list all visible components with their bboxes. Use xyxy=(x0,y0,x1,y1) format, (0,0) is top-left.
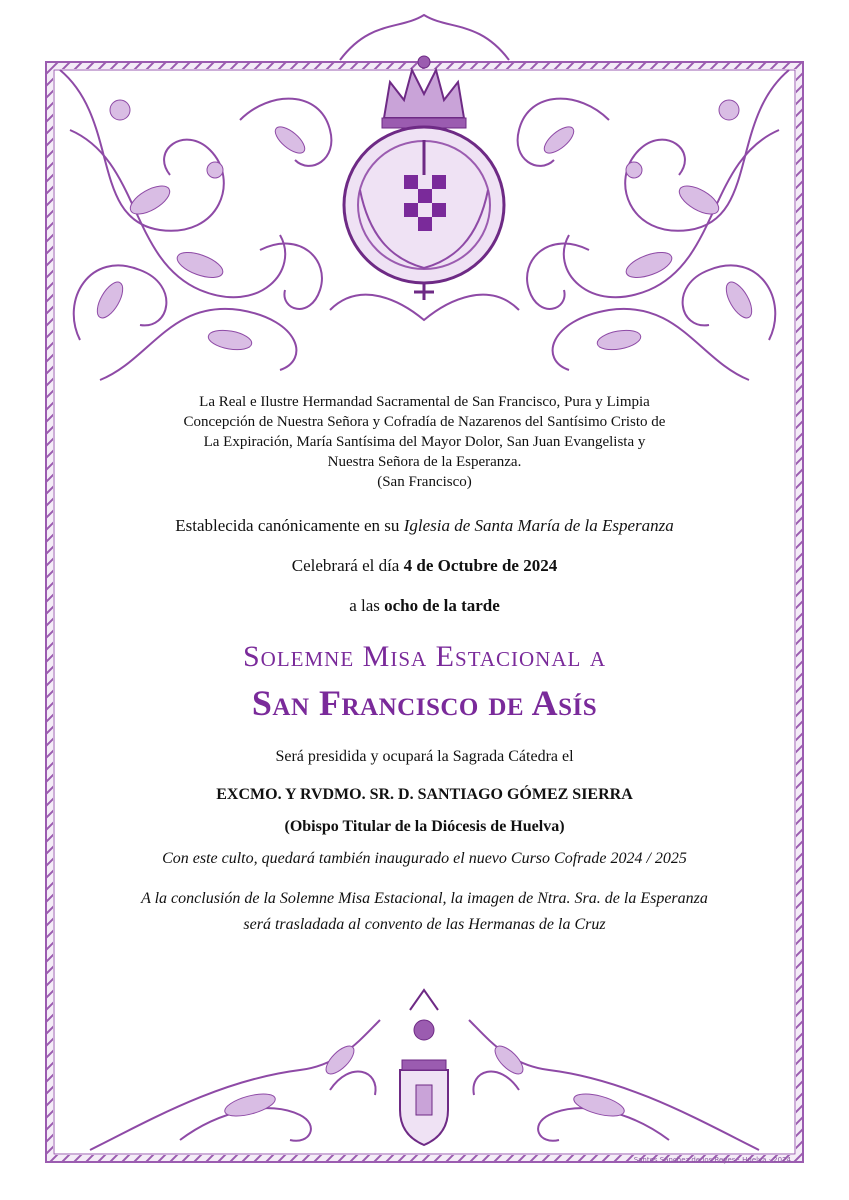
main-text xyxy=(60,392,789,954)
event-title: Solemne Misa Estacional a xyxy=(243,640,606,673)
artist-signature: Santos Sánchez de los Reyes · Huelva · 2024 xyxy=(633,1156,791,1164)
intro-line: Nuestra Señora de la Esperanza. xyxy=(327,454,522,470)
established-prefix: Establecida canónicamente en su xyxy=(175,516,404,535)
intro-line: (San Francisco) xyxy=(377,474,472,490)
course-line: Con este culto, quedará también inaugurado el nuevo Curso Cofrade 2024 / 2025 xyxy=(162,850,687,867)
intro-line: La Real e Ilustre Hermandad Sacramental de San Francisco, Pura y Limpia xyxy=(199,394,650,410)
church-name: Iglesia de Santa María de la Esperanza xyxy=(403,516,674,535)
date-prefix: Celebrará el día xyxy=(291,556,404,575)
intro-line: Concepción de Nuestra Señora y Cofradía de Nazarenos del Santísimo Cristo de xyxy=(183,414,666,430)
closing-line: A la conclusión de la Solemne Misa Estacional, la imagen de Ntra. Sra. de la Esperanza xyxy=(141,890,708,907)
time-prefix: a las xyxy=(349,596,385,615)
coat-of-arms-icon xyxy=(344,56,504,300)
event-subtitle: San Francisco de Asís xyxy=(251,683,598,723)
date-line xyxy=(60,556,789,576)
event-date: 4 de Octubre de 2024 xyxy=(403,556,558,575)
event-time: ocho de la tarde xyxy=(384,596,500,615)
intro-line: La Expiración, María Santísima del Mayor Dolor, San Juan Evangelista y xyxy=(203,434,646,450)
presided-line: Será presidida y ocupará la Sagrada Cátedra el xyxy=(275,748,574,765)
time-line xyxy=(60,596,789,616)
celebrant-title: (Obispo Titular de la Diócesis de Huelva) xyxy=(284,818,565,835)
small-shield-icon xyxy=(400,990,448,1145)
closing-text xyxy=(60,886,789,938)
closing-line: será trasladada al convento de las Hermanas de la Cruz xyxy=(243,916,606,933)
established-line xyxy=(60,516,789,536)
celebrant-name: EXCMO. Y RVDMO. SR. D. SANTIAGO GÓMEZ SIERRA xyxy=(216,786,633,803)
brotherhood-intro xyxy=(60,392,789,492)
